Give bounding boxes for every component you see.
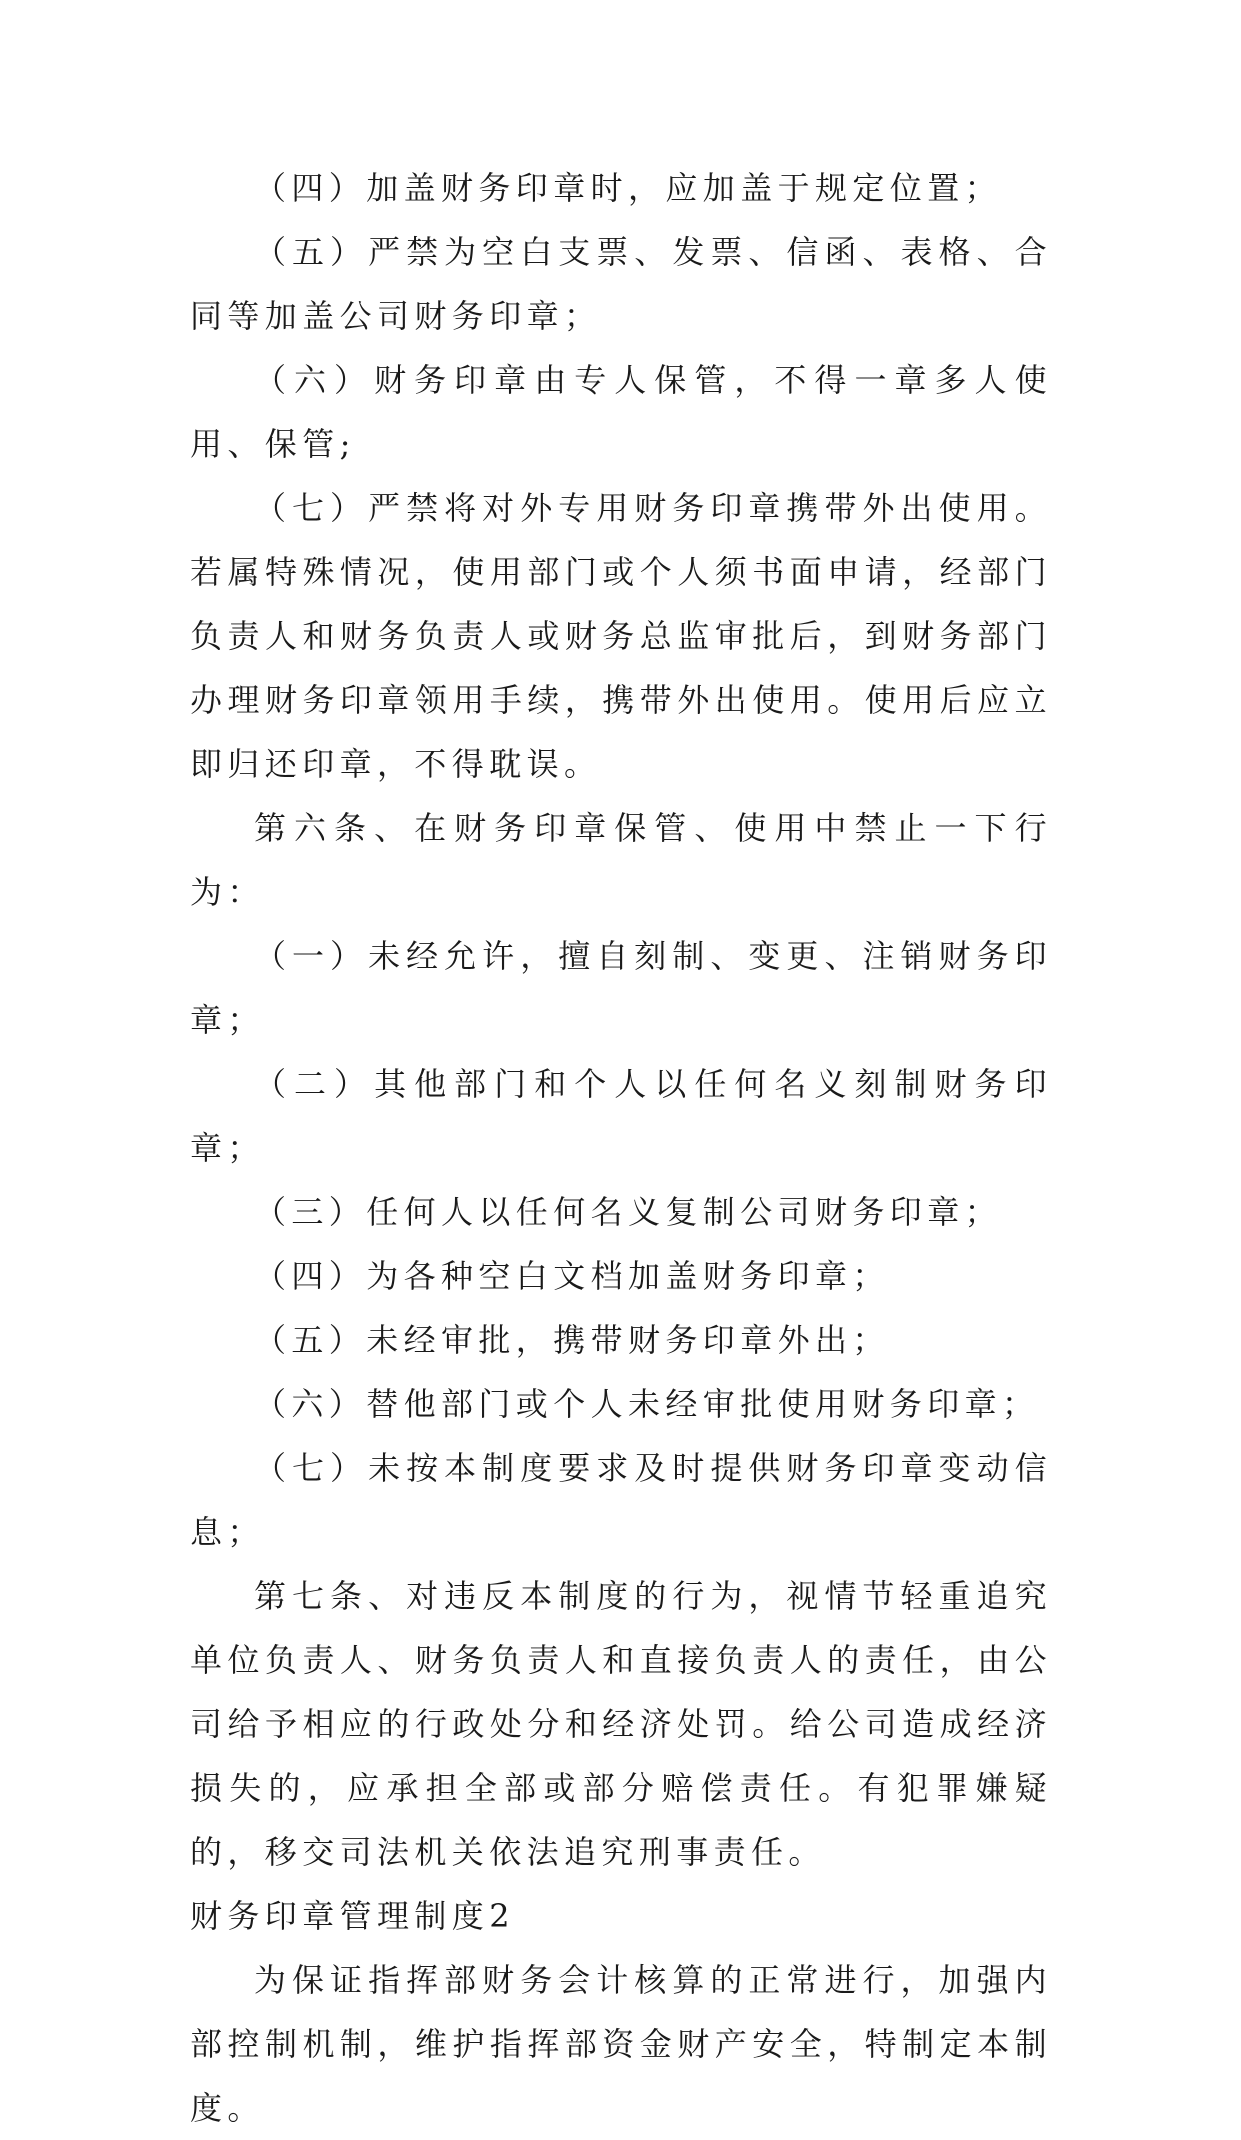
prohibited-item-2: （二）其他部门和个人以任何名义刻制财务印章； bbox=[190, 1065, 1052, 1167]
prohibited-item-5: （五）未经审批，携带财务印章外出； bbox=[254, 1321, 890, 1359]
clause-7-paragraph: （七）严禁将对外专用财务印章携带外出使用。若属特殊情况，使用部门或个人须书面申请，经部门负责人和财务负责人或财务总监审批后，到财务部门办理财务印章领用手续，携带外出使用。使用后应立即归还印章，不得耽误。 bbox=[190, 489, 1052, 783]
clause-4-paragraph: （四）加盖财务印章时，应加盖于规定位置； bbox=[254, 169, 1003, 207]
prohibited-item-4: （四）为各种空白文档加盖财务印章； bbox=[254, 1257, 890, 1295]
prohibited-item-3: （三）任何人以任何名义复制公司财务印章； bbox=[254, 1193, 1003, 1231]
clause-5-paragraph: （五）严禁为空白支票、发票、信函、表格、合同等加盖公司财务印章； bbox=[190, 233, 1052, 335]
document-body bbox=[190, 156, 1052, 2140]
clause-6-paragraph: （六）财务印章由专人保管，不得一章多人使用、保管; bbox=[190, 361, 1052, 463]
prohibited-item-7: （七）未按本制度要求及时提供财务印章变动信息； bbox=[190, 1449, 1052, 1551]
section-title: 财务印章管理制度2 bbox=[190, 1897, 515, 1935]
article-6-heading: 第六条、在财务印章保管、使用中禁止一下行为： bbox=[190, 809, 1052, 911]
prohibited-item-1: （一）未经允许，擅自刻制、变更、注销财务印章； bbox=[190, 937, 1052, 1039]
prohibited-item-6: （六）替他部门或个人未经审批使用财务印章； bbox=[254, 1385, 1040, 1423]
intro-paragraph: 为保证指挥部财务会计核算的正常进行，加强内部控制机制，维护指挥部资金财产安全，特制定本制度。 bbox=[190, 1961, 1052, 2127]
article-7-paragraph: 第七条、对违反本制度的行为，视情节轻重追究单位负责人、财务负责人和直接负责人的责任，由公司给予相应的行政处分和经济处罚。给公司造成经济损失的，应承担全部或部分赔偿责任。有犯罪嫌疑的，移交司法机关依法追究刑事责任。 bbox=[190, 1577, 1052, 1871]
